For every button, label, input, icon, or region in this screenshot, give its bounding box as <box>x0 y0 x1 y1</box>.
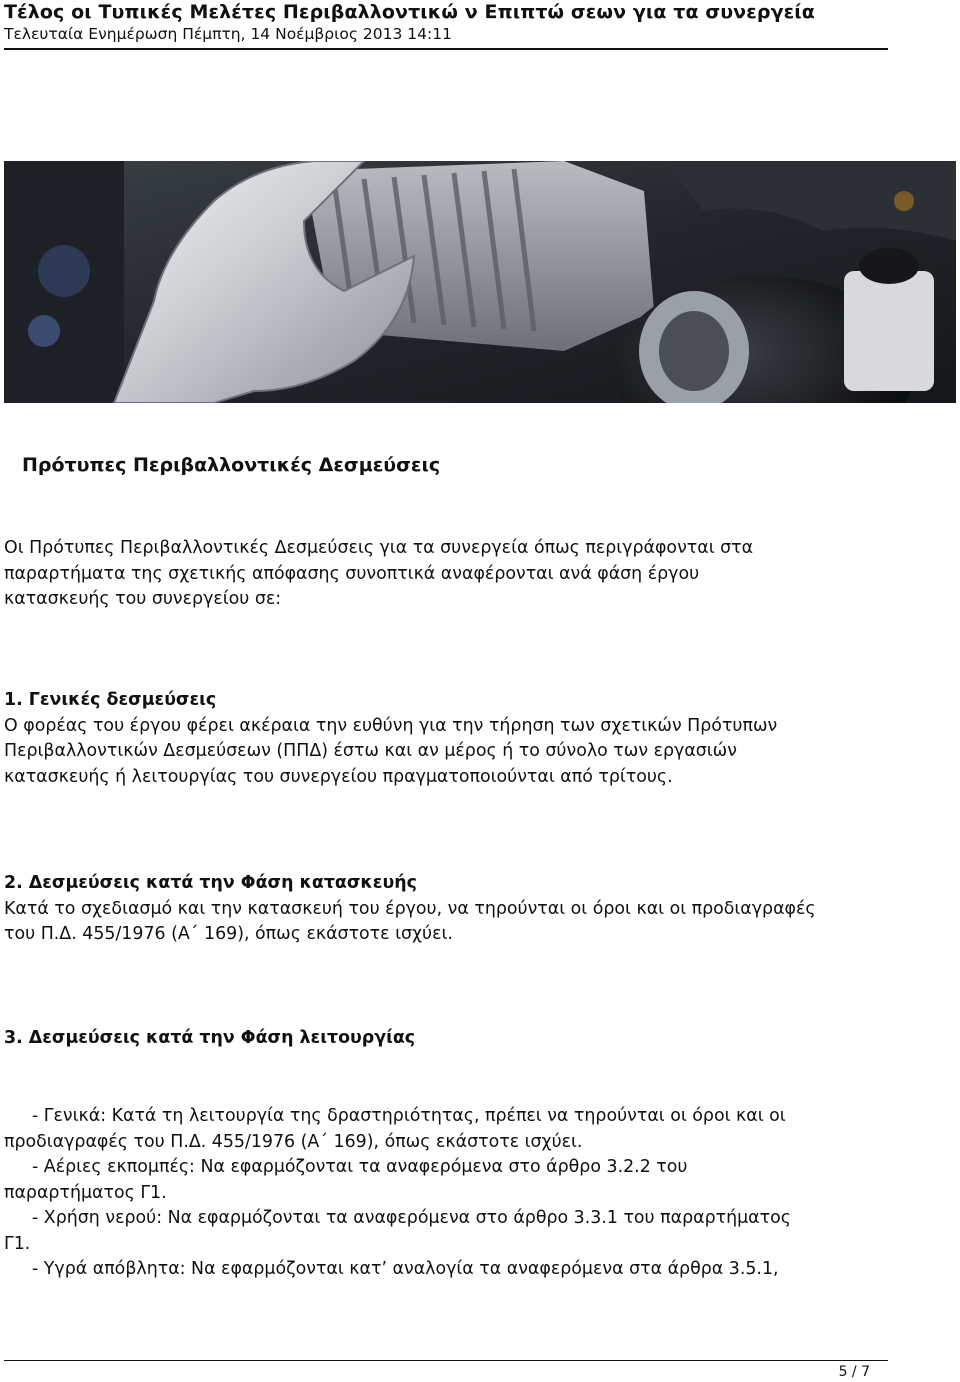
list-item-continuation: Γ1. <box>4 1233 31 1254</box>
operation-list <box>4 1104 944 1283</box>
list-item <box>4 1206 944 1257</box>
document-title: Τέλος οι Τυπικές Μελέτες Περιβαλλοντικώ ν Επιπτώ σεων για τα συνεργεία <box>4 1 815 23</box>
list-item-first-line: - Αέριες εκπομπές: Να εφαρμόζονται τα αναφερόμενα στο άρθρο 3.2.2 του <box>32 1157 688 1177</box>
section-general-line: Περιβαλλοντικών Δεσμεύσεων (ΠΠΔ) έστω και αν μέρος ή το σύνολο των εργασιών <box>4 741 737 761</box>
list-item-continuation: προδιαγραφές του Π.Δ. 455/1976 (Α΄ 169), όπως εκάστοτε ισχύει. <box>4 1131 583 1152</box>
section-operation-title: 3. Δεσμεύσεις κατά την Φάση λειτουργίας <box>4 1028 416 1048</box>
section-general-line: κατασκευής ή λειτουργίας του συνεργείου πραγματοποιούνται από τρίτους. <box>4 766 673 787</box>
last-updated: Τελευταία Ενημέρωση Πέμπτη, 14 Νοέμβριος 2013 14:11 <box>4 25 452 43</box>
section-construction <box>4 871 944 948</box>
list-item-continuation: παραρτήματος Γ1. <box>4 1182 167 1203</box>
section-construction-line: του Π.Δ. 455/1976 (Α΄ 169), όπως εκάστοτε ισχύει. <box>4 924 453 944</box>
header-divider <box>4 48 888 50</box>
list-item <box>4 1155 944 1206</box>
footer-divider <box>4 1360 888 1361</box>
section-construction-line: Κατά το σχεδιασμό και την κατασκευή του έργου, να τηρούνται οι όροι και οι προδιαγραφές <box>4 898 816 919</box>
page-number: 5 / 7 <box>838 1364 870 1380</box>
section-general-line: Ο φορέας του έργου φέρει ακέραια την ευθύνη για την τήρηση των σχετικών Πρότυπων <box>4 715 778 736</box>
section-general-title: 1. Γενικές δεσμεύσεις <box>4 690 217 710</box>
section-heading: Πρότυπες Περιβαλλοντικές Δεσμεύσεις <box>22 454 441 476</box>
intro-line: παραρτήματα της σχετικής απόφασης συνοπτικά αναφέρονται ανά φάση έργου <box>4 563 700 584</box>
list-item-first-line: - Χρήση νερού: Να εφαρμόζονται τα αναφερόμενα στο άρθρο 3.3.1 του παραρτήματος <box>32 1208 791 1228</box>
section-construction-title: 2. Δεσμεύσεις κατά την Φάση κατασκευής <box>4 873 417 893</box>
engine-wrench-photo <box>4 161 956 403</box>
list-item-first-line: - Υγρά απόβλητα: Να εφαρμόζονται κατ’ αναλογία τα αναφερόμενα στα άρθρα 3.5.1, <box>32 1259 779 1279</box>
list-item-first-line: - Γενικά: Κατά τη λειτουργία της δραστηριότητας, πρέπει να τηρούνται οι όροι και οι <box>32 1106 786 1126</box>
section-operation <box>4 1026 944 1052</box>
intro-paragraph <box>4 536 944 613</box>
list-item <box>4 1257 944 1283</box>
intro-line: κατασκευής του συνεργείου σε: <box>4 589 282 609</box>
list-item <box>4 1104 944 1155</box>
intro-line: Οι Πρότυπες Περιβαλλοντικές Δεσμεύσεις για τα συνεργεία όπως περιγράφονται στα <box>4 538 754 558</box>
section-general <box>4 688 944 790</box>
